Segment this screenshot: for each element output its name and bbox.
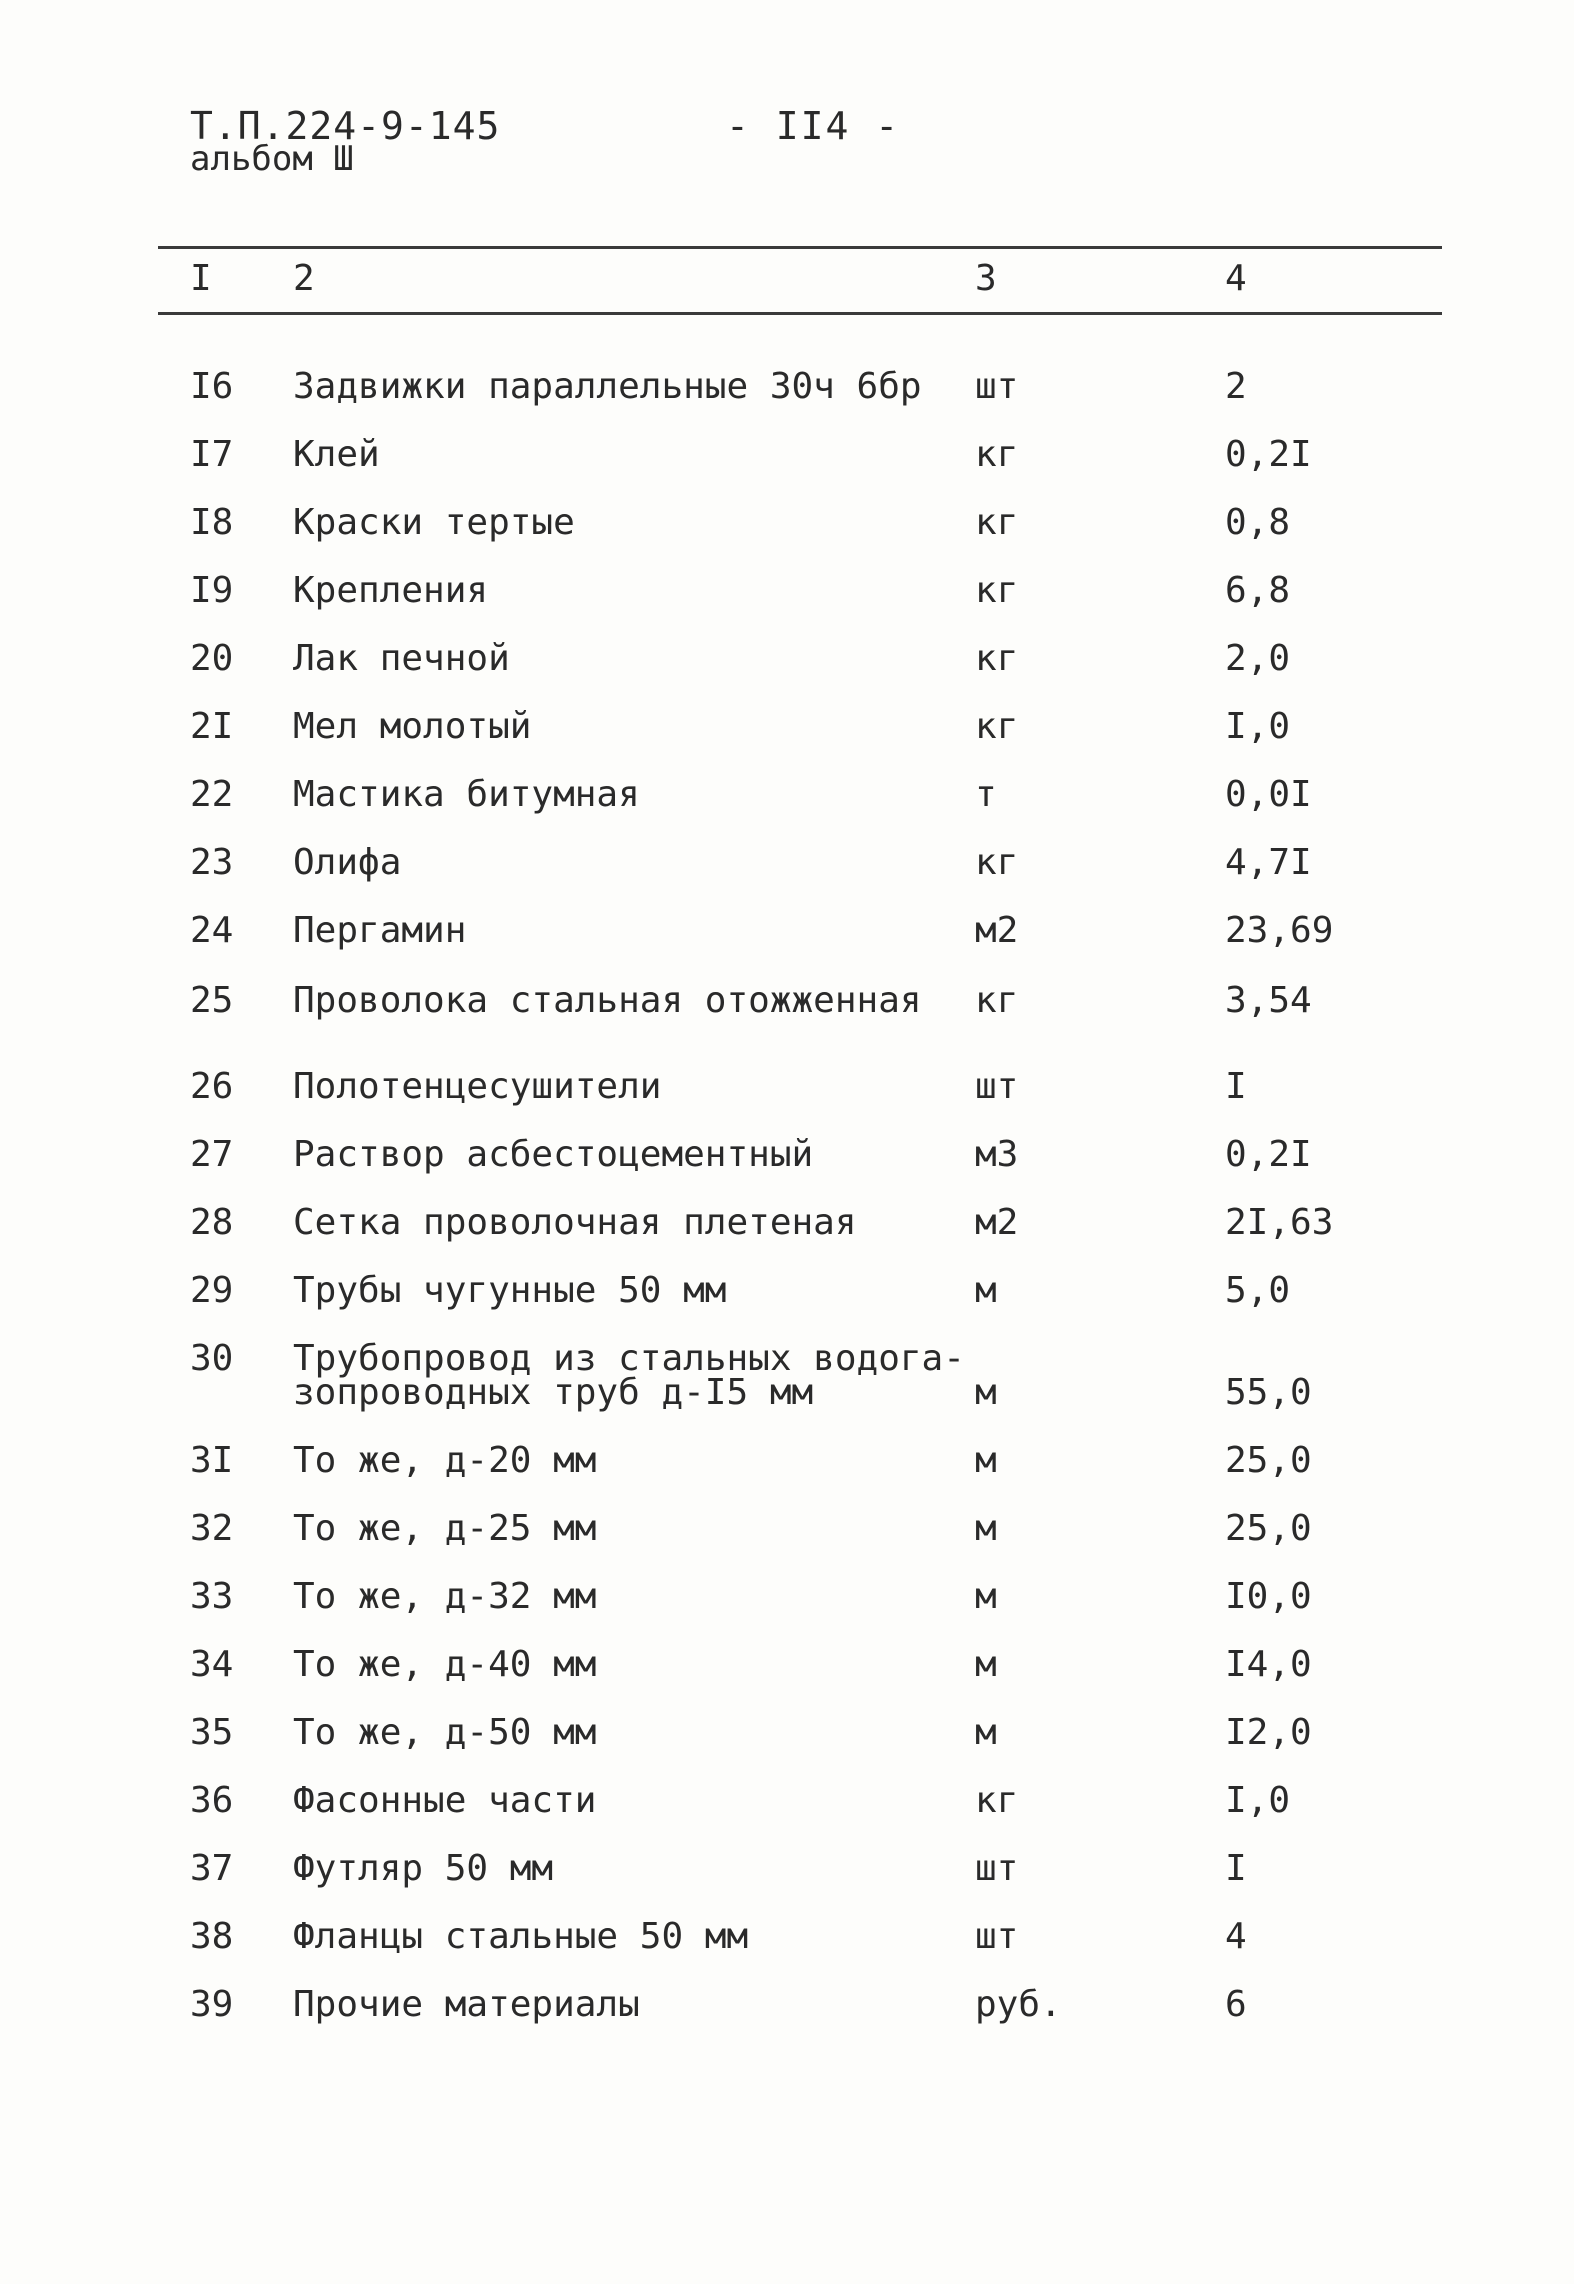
item-unit: м — [975, 1508, 997, 1549]
item-name: Сетка проволочная плетеная — [293, 1202, 857, 1243]
table-header-rule — [158, 312, 1442, 315]
row-number: 39 — [190, 1984, 234, 2025]
item-unit: шт — [975, 1066, 1019, 1107]
table-top-rule — [158, 246, 1442, 249]
item-quantity: 0,2I — [1225, 434, 1312, 475]
item-name: Фасонные части — [293, 1780, 597, 1821]
item-unit: м — [975, 1440, 997, 1481]
item-name: Краски тертые — [293, 502, 575, 543]
item-unit: м — [975, 1712, 997, 1753]
row-number: 30 — [190, 1338, 234, 1379]
item-name: Трубы чугунные 50 мм — [293, 1270, 727, 1311]
item-name: Клей — [293, 434, 380, 475]
item-name: Задвижки параллельные 30ч 6бр — [293, 366, 922, 407]
item-name: То же, д-40 мм — [293, 1644, 597, 1685]
item-name: То же, д-50 мм — [293, 1712, 597, 1753]
item-quantity: I,0 — [1225, 706, 1291, 747]
item-quantity: I — [1225, 1848, 1247, 1889]
item-quantity: I,0 — [1225, 1780, 1291, 1821]
item-name: Трубопровод из стальных водога- — [293, 1338, 965, 1379]
row-number: 25 — [190, 980, 234, 1021]
item-name: Мастика битумная — [293, 774, 640, 815]
item-unit: кг — [975, 570, 1019, 611]
row-number: 29 — [190, 1270, 234, 1311]
row-number: 2I — [190, 706, 234, 747]
item-unit: шт — [975, 1916, 1019, 1957]
row-number: 20 — [190, 638, 234, 679]
item-unit: м — [975, 1576, 997, 1617]
item-name-continuation: зопроводных труб д-I5 мм — [293, 1372, 814, 1413]
item-quantity: 0,2I — [1225, 1134, 1312, 1175]
item-quantity: 2I,63 — [1225, 1202, 1334, 1243]
item-quantity: 0,0I — [1225, 774, 1312, 815]
item-unit: шт — [975, 366, 1019, 407]
row-number: 37 — [190, 1848, 234, 1889]
item-quantity: I0,0 — [1225, 1576, 1312, 1617]
item-name: Мел молотый — [293, 706, 532, 747]
column-header-2: 2 — [293, 258, 315, 299]
column-header-3: 3 — [975, 258, 997, 299]
item-quantity: 5,0 — [1225, 1270, 1291, 1311]
item-name: Крепления — [293, 570, 489, 611]
item-quantity: 2 — [1225, 366, 1247, 407]
item-quantity: 6,8 — [1225, 570, 1291, 611]
row-number: 28 — [190, 1202, 234, 1243]
row-number: 34 — [190, 1644, 234, 1685]
item-name: Олифа — [293, 842, 402, 883]
item-unit: кг — [975, 638, 1019, 679]
item-quantity: 3,54 — [1225, 980, 1312, 1021]
item-unit: кг — [975, 434, 1019, 475]
item-quantity: 25,0 — [1225, 1508, 1312, 1549]
item-quantity: I — [1225, 1066, 1247, 1107]
row-number: 38 — [190, 1916, 234, 1957]
row-number: I9 — [190, 570, 234, 611]
item-name: То же, д-20 мм — [293, 1440, 597, 1481]
item-name: Раствор асбестоцементный — [293, 1134, 814, 1175]
row-number: 35 — [190, 1712, 234, 1753]
row-number: 33 — [190, 1576, 234, 1617]
row-number: I7 — [190, 434, 234, 475]
row-number: 24 — [190, 910, 234, 951]
row-number: 22 — [190, 774, 234, 815]
item-unit: кг — [975, 1780, 1019, 1821]
item-name: Полотенцесушители — [293, 1066, 662, 1107]
item-name: Лак печной — [293, 638, 510, 679]
item-quantity: 55,0 — [1225, 1372, 1312, 1413]
item-quantity: 23,69 — [1225, 910, 1334, 951]
item-unit: руб. — [975, 1984, 1062, 2025]
item-quantity: 0,8 — [1225, 502, 1291, 543]
item-quantity: 25,0 — [1225, 1440, 1312, 1481]
item-unit: м2 — [975, 1202, 1019, 1243]
row-number: 32 — [190, 1508, 234, 1549]
row-number: 36 — [190, 1780, 234, 1821]
item-unit: м2 — [975, 910, 1019, 951]
item-unit: т — [975, 774, 997, 815]
item-unit: м — [975, 1270, 997, 1311]
item-unit: кг — [975, 980, 1019, 1021]
item-unit: шт — [975, 1848, 1019, 1889]
item-unit: кг — [975, 502, 1019, 543]
item-name: То же, д-25 мм — [293, 1508, 597, 1549]
item-name: Прочие материалы — [293, 1984, 640, 2025]
item-unit: кг — [975, 842, 1019, 883]
row-number: I8 — [190, 502, 234, 543]
item-quantity: I4,0 — [1225, 1644, 1312, 1685]
item-unit: кг — [975, 706, 1019, 747]
row-number: 23 — [190, 842, 234, 883]
page-number: - II4 - — [726, 104, 901, 148]
item-name: Футляр 50 мм — [293, 1848, 554, 1889]
row-number: 3I — [190, 1440, 234, 1481]
column-header-1: I — [190, 258, 212, 299]
item-quantity: 6 — [1225, 1984, 1247, 2025]
item-quantity: 2,0 — [1225, 638, 1291, 679]
item-name: То же, д-32 мм — [293, 1576, 597, 1617]
row-number: 27 — [190, 1134, 234, 1175]
item-unit: м — [975, 1372, 997, 1413]
album-label: альбом Ш — [190, 139, 354, 179]
item-name: Фланцы стальные 50 мм — [293, 1916, 749, 1957]
item-unit: м3 — [975, 1134, 1019, 1175]
document-code: Т.П.224-9-145 — [190, 104, 501, 148]
column-header-4: 4 — [1225, 258, 1247, 299]
row-number: 26 — [190, 1066, 234, 1107]
item-quantity: 4 — [1225, 1916, 1247, 1957]
item-quantity: 4,7I — [1225, 842, 1312, 883]
item-name: Пергамин — [293, 910, 467, 951]
item-quantity: I2,0 — [1225, 1712, 1312, 1753]
item-unit: м — [975, 1644, 997, 1685]
item-name: Проволока стальная отожженная — [293, 980, 922, 1021]
row-number: I6 — [190, 366, 234, 407]
